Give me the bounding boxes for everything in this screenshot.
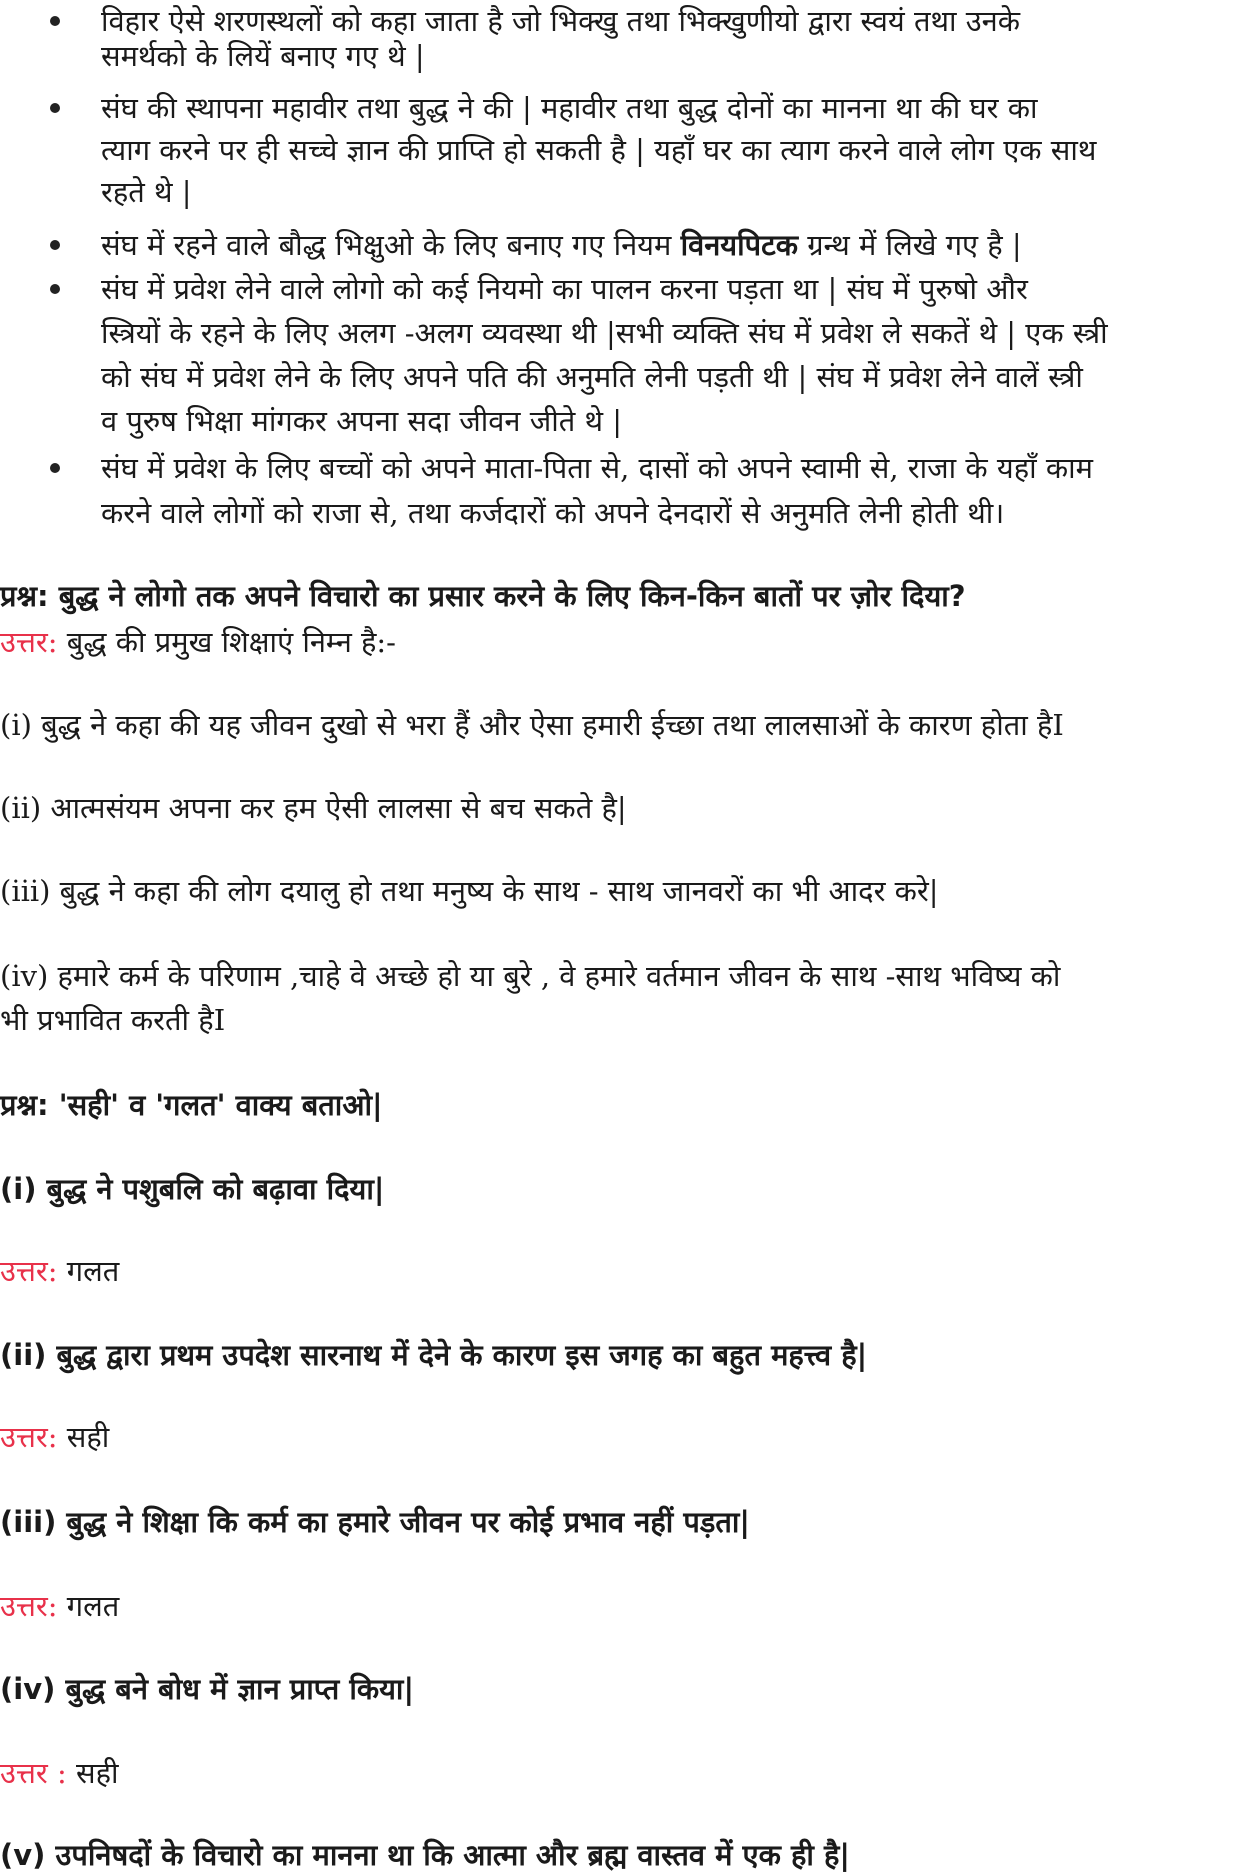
answer-label: उत्तर: [0,1589,58,1623]
bullet-2-line-2: त्याग करने पर ही सच्चे ज्ञान की प्राप्ति हो सकती है | यहाँ घर का त्याग करने वाले लोग एक साथ [101,133,1097,167]
answer-label: उत्तर: [0,625,58,659]
answer-label: उत्तर: [0,1254,58,1288]
bullet-icon [50,103,60,113]
bullet-2-line-3: रहते थे | [101,175,192,209]
bullet-icon [50,240,60,250]
bullet-4-line-2: स्त्रियों के रहने के लिए अलग -अलग व्यवस्था थी |सभी व्यक्ति संघ में प्रवेश ले सकतें थे | एक स्त्री [101,316,1108,350]
answer-2 [0,1417,109,1457]
bullet-3-text: संघ में रहने वाले बौद्ध भिक्षुओ के लिए बनाए गए नियम [101,228,681,262]
answer-label: उत्तर : [0,1756,67,1790]
teaching-point-1: (i) बुद्ध ने कहा की यह जीवन दुखो से भरा हैं और ऐसा हमारी ईच्छा तथा लालसाओं के कारण होता हैI [0,708,1064,742]
bullet-3-line-1 [101,225,1022,265]
bullet-icon [50,16,60,26]
question-2-heading: प्रश्न: 'सही' व 'गलत' वाक्य बताओ| [0,1088,383,1122]
answer-value: सही [57,1420,110,1454]
bullet-icon [50,284,60,294]
answer-value: गलत [57,1254,120,1288]
vinaypitak-bold: विनयपिटक [680,228,798,262]
teaching-point-4-line-1: (iv) हमारे कर्म के परिणाम ,चाहे वे अच्छे हो या बुरे , वे हमारे वर्तमान जीवन के साथ -साथ भविष्य को [0,959,1061,993]
teaching-point-2: (ii) आत्मसंयम अपना कर हम ऐसी लालसा से बच सकते है| [0,791,627,825]
answer-1 [0,1251,119,1291]
question-1-heading: प्रश्न: बुद्ध ने लोगो तक अपने विचारो का प्रसार करने के लिए किन-किन बातों पर ज़ोर दिया? [0,579,966,613]
answer-intro: बुद्ध की प्रमुख शिक्षाएं निम्न है:- [57,625,396,659]
question-1-answer [0,622,396,662]
statement-4: (iv) बुद्ध बने बोध में ज्ञान प्राप्त किया| [0,1672,415,1706]
bullet-1-line-2: समर्थको के लियें बनाए गए थे | [101,39,425,73]
answer-value: गलत [57,1589,120,1623]
bullet-4-line-1: संघ में प्रवेश लेने वाले लोगो को कई नियमो का पालन करना पड़ता था | संघ में पुरुषो और [101,272,1028,306]
bullet-1-line-1: विहार ऐसे शरणस्थलों को कहा जाता है जो भिक्खु तथा भिक्खुणीयो द्वारा स्वयं तथा उनके [101,4,1021,38]
answer-4 [0,1753,119,1793]
answer-3 [0,1586,119,1626]
statement-2: (ii) बुद्ध द्वारा प्रथम उपदेश सारनाथ में देने के कारण इस जगह का बहुत महत्त्व है| [0,1338,868,1372]
bullet-icon [50,463,60,473]
bullet-4-line-3: को संघ में प्रवेश लेने के लिए अपने पति की अनुमति लेनी पड़ती थी | संघ में प्रवेश लेने वालें स्त्री [101,360,1083,394]
teaching-point-3: (iii) बुद्ध ने कहा की लोग दयालु हो तथा मनुष्य के साथ - साथ जानवरों का भी आदर करे| [0,874,939,908]
bullet-5-line-1: संघ में प्रवेश के लिए बच्चों को अपने माता-पिता से, दासों को अपने स्वामी से, राजा के यहाँ काम [101,451,1093,485]
statement-5: (v) उपनिषदों के विचारो का मानना था कि आत्मा और ब्रह्म वास्तव में एक ही है| [0,1838,850,1872]
answer-value: सही [66,1756,119,1790]
statement-3: (iii) बुद्ध ने शिक्षा कि कर्म का हमारे जीवन पर कोई प्रभाव नहीं पड़ता| [0,1505,750,1539]
bullet-5-line-2: करने वाले लोगों को राजा से, तथा कर्जदारों को अपने देनदारों से अनुमति लेनी होती थी। [101,496,1005,530]
bullet-2-line-1: संघ की स्थापना महावीर तथा बुद्ध ने की | महावीर तथा बुद्ध दोनों का मानना था की घर का [101,91,1038,125]
bullet-4-line-4: व पुरुष भिक्षा मांगकर अपना सदा जीवन जीते थे | [101,404,623,438]
teaching-point-4-line-2: भी प्रभावित करती हैI [0,1003,226,1037]
statement-1: (i) बुद्ध ने पशुबलि को बढ़ावा दिया| [0,1172,385,1206]
bullet-3-text-end: ग्रन्थ में लिखे गए है | [797,228,1022,262]
answer-label: उत्तर: [0,1420,58,1454]
